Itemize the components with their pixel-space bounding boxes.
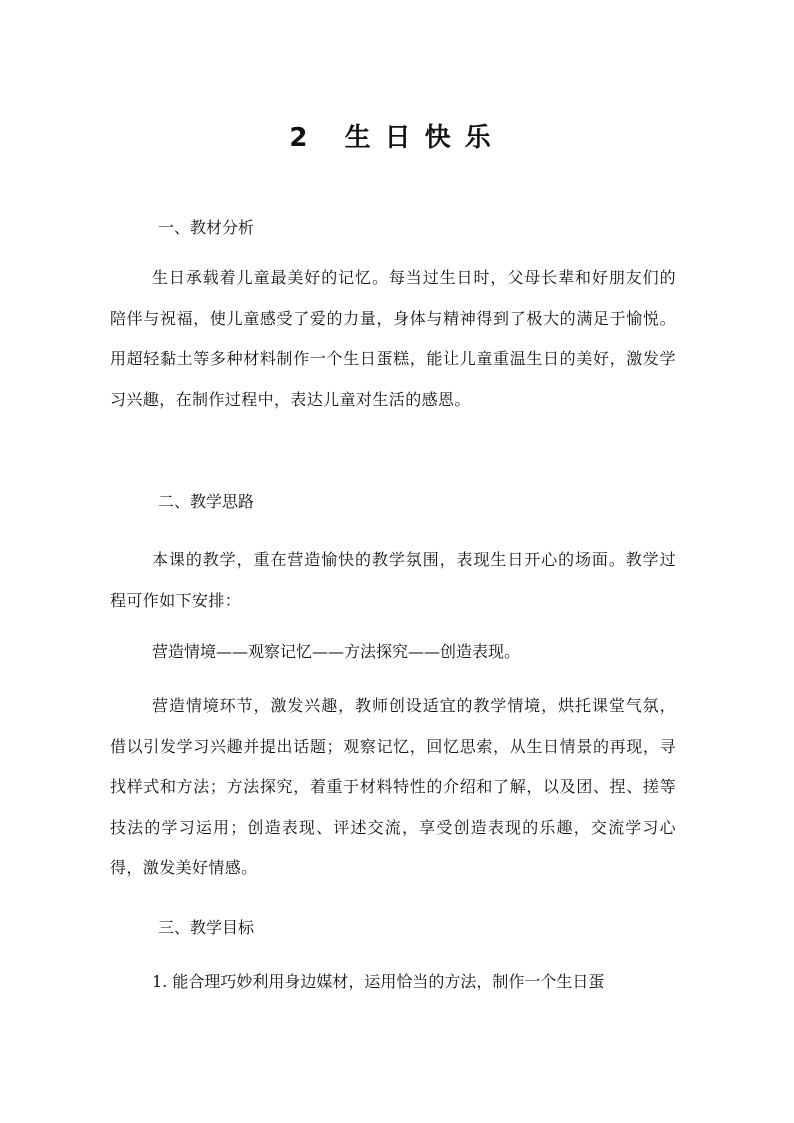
page-title: 2 生日快乐	[289, 123, 505, 153]
objective-item-1: 1. 能合理巧妙利用身边媒材，运用恰当的方法，制作一个生日蛋	[152, 972, 605, 991]
section-heading-objectives: 三、教学目标	[158, 918, 255, 937]
section-heading-materials: 一、教材分析	[158, 218, 255, 237]
paragraph-materials-analysis: 生日承载着儿童最美好的记忆。每当过生日时，父母长辈和好朋友们的陪伴与祝福，使儿童感受了爱的力量，身体与精神得到了极大的满足于愉悦。用超轻黏土等多种材料制作一个生日蛋糕，能让儿童重温生日的美好，激发学习兴趣，在制作过程中，表达儿童对生活的感恩。	[110, 268, 676, 409]
paragraph-approach-flow: 营造情境——观察记忆——方法探究——创造表现。	[152, 642, 521, 661]
paragraph-approach-intro: 本课的教学，重在营造愉快的教学氛围，表现生日开心的场面。教学过程可作如下安排：	[110, 550, 676, 610]
paragraph-approach-detail: 营造情境环节，激发兴趣，教师创设适宜的教学情境，烘托课堂气氛，借以引发学习兴趣并提出话题；观察记忆，回忆思索，从生日情景的再现，寻找样式和方法；方法探究，着重于材料特性的介绍和了解，以及团、捏、搓等技法的学习运用；创造表现、评述交流，享受创造表现的乐趣，交流学习心得，激发美好情感。	[110, 696, 676, 877]
section-heading-approach: 二、教学思路	[158, 492, 255, 511]
